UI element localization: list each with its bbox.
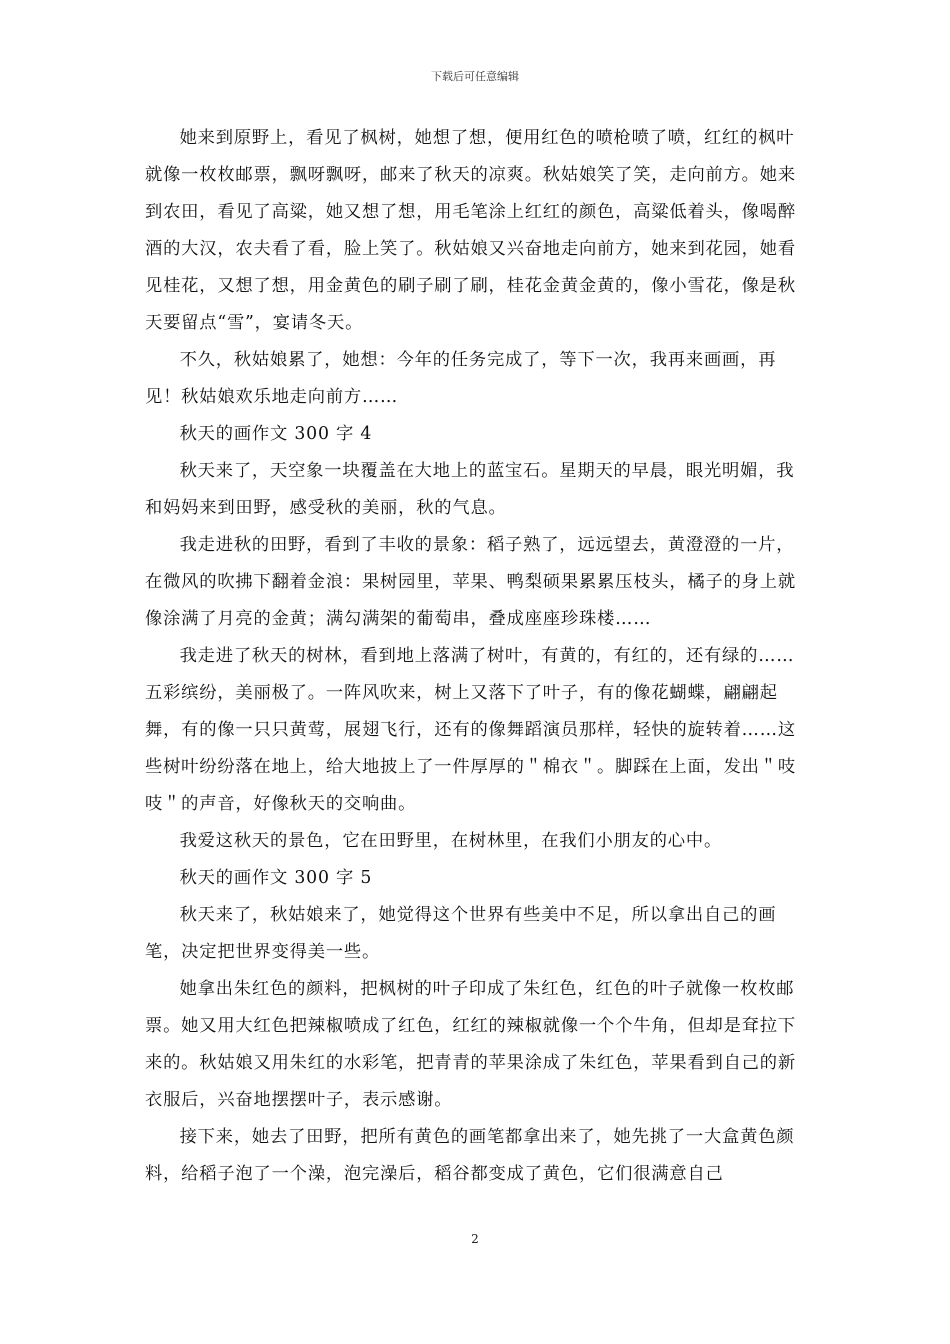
paragraph-sky-sapphire: 秋天来了，天空象一块覆盖在大地上的蓝宝石。星期天的早晨，眼光明媚，我和妈妈来到田野，感受秋的美丽，秋的气息。: [145, 461, 795, 518]
essay-heading-4: 秋天的画作文 300 字 4: [179, 424, 373, 444]
paragraph-forest-leaves: 我走进了秋天的树林，看到地上落满了树叶，有黄的，有红的，还有绿的……五彩缤纷，美丽极了。一阵风吹来，树上又落下了叶子，有的像花蝴蝶，翩翩起舞，有的像一只只黄莺，展翅飞行，还有的像舞蹈演员那样，轻快的旋转着……这些树叶纷纷落在地上，给大地披上了一件厚厚的＂棉衣＂。脚踩在上面，发出＂吱吱＂的声音，好像秋天的交响曲。: [145, 646, 796, 814]
paragraph-harvest-field: 我走进秋的田野，看到了丰收的景象：稻子熟了，远远望去，黄澄澄的一片，在微风的吹拂下翻着金浪：果树园里，苹果、鸭梨硕果累累压枝头，橘子的身上就像涂满了月亮的金黄；满勾满架的葡萄串，叠成座座珍珠楼……: [145, 535, 796, 629]
paragraph-paintbrush: 秋天来了，秋姑娘来了，她觉得这个世界有些美中不足，所以拿出自己的画笔，决定把世界变得美一些。: [145, 905, 777, 962]
paragraph-love-autumn: 我爱这秋天的景色，它在田野里，在树林里，在我们小朋友的心中。: [179, 831, 723, 851]
paragraph-autumn-girl-tired: 不久，秋姑娘累了，她想：今年的任务完成了，等下一次，我再来画画，再见！秋姑娘欢乐地走向前方……: [145, 350, 777, 407]
page-number: 2: [471, 1232, 479, 1246]
paragraph-vermilion-paint: 她拿出朱红色的颜料，把枫树的叶子印成了朱红色，红色的叶子就像一枚枚邮票。她又用大红色把辣椒喷成了红色，红红的辣椒就像一个个牛角，但却是耷拉下来的。秋姑娘又用朱红的水彩笔，把青青的苹果涂成了朱红色，苹果看到自己的新衣服后，兴奋地摆摆叶子，表示感谢。: [145, 979, 796, 1110]
essay-heading-5: 秋天的画作文 300 字 5: [179, 868, 373, 888]
document-body: [145, 120, 808, 1193]
paragraph-maple-sorghum-osmanthus: 她来到原野上，看见了枫树，她想了想，便用红色的喷枪喷了喷，红红的枫叶就像一枚枚邮票，飘呀飘呀，邮来了秋天的凉爽。秋姑娘笑了笑，走向前方。她来到农田，看见了高粱，她又想了想，用毛笔涂上红红的颜色，高粱低着头，像喝醉酒的大汉，农夫看了看，脸上笑了。秋姑娘又兴奋地走向前方，她来到花园，她看见桂花，又想了想，用金黄色的刷子刷了刷，桂花金黄金黄的，像小雪花，像是秋天要留点“雪”，宴请冬天。: [145, 128, 796, 333]
paragraph-yellow-paint: 接下来，她去了田野，把所有黄色的画笔都拿出来了，她先挑了一大盒黄色颜料，给稻子泡了一个澡，泡完澡后，稻谷都变成了黄色，它们很满意自己: [145, 1127, 795, 1184]
page-header: 下载后可任意编辑: [431, 70, 519, 83]
